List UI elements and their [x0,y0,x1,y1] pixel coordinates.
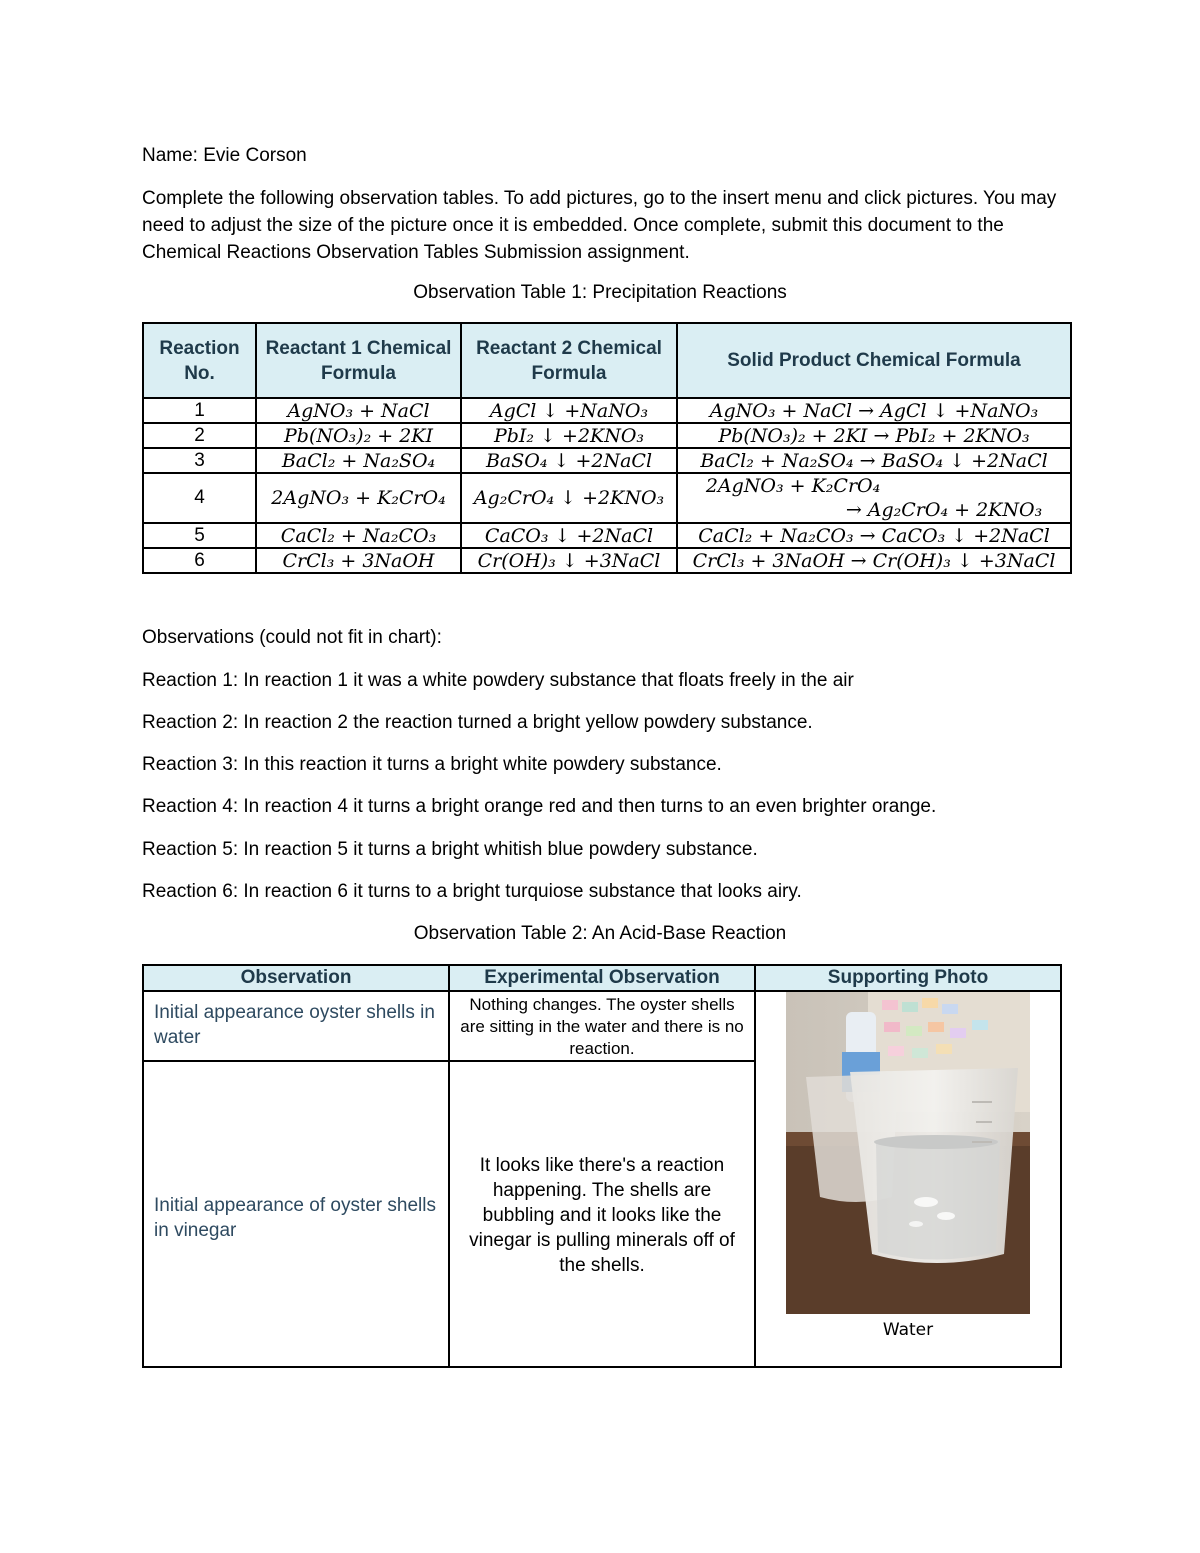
table-row [143,473,1071,523]
reactant-1-formula: BaCl₂ + Na₂SO₄ [256,448,461,473]
reactant-2-formula: BaSO₄ ↓ +2NaCl [461,448,677,473]
product-formula [677,473,1071,523]
reactant-2-formula: Cr(OH)₃ ↓ +3NaCl [461,548,677,573]
table-row [143,423,1071,448]
reaction-number: 3 [143,448,256,473]
observation-item: Reaction 4: In reaction 4 it turns a bright orange red and then turns to an even brighter orange. [142,796,937,817]
observation-item: Reaction 1: In reaction 1 it was a white powdery substance that floats freely in the air [142,670,854,691]
table2-caption: Observation Table 2: An Acid-Base Reaction [413,923,787,944]
experimental-observation: It looks like there's a reaction happening. The shells are bubbling and it looks like the vinegar is pulling minerals off of the shells. [449,1061,755,1367]
table-row [143,548,1071,573]
header-reactant-2: Reactant 2 Chemical Formula [461,323,677,398]
reaction-number: 6 [143,548,256,573]
reaction-number: 5 [143,523,256,548]
reactant-2-formula: CaCO₃ ↓ +2NaCl [461,523,677,548]
acid-base-table [142,964,1062,1368]
table-row [143,448,1071,473]
table-row [143,523,1071,548]
reaction-number: 4 [143,473,256,523]
table-row [143,398,1071,423]
reactant-1-formula: Pb(NO₃)₂ + 2KI [256,423,461,448]
table-header-row [143,323,1071,398]
instructions-paragraph: Complete the following observation tables. To add pictures, go to the insert menu and click pictures. You may need to adjust the size of the picture once it is embedded. Once complete, submit this document to the Chemical Reactions Observation Tables Submission assignment. [142,188,1057,263]
table1-caption: Observation Table 1: Precipitation Reactions [413,282,787,303]
header-reaction-no: Reaction No. [143,323,256,398]
reaction-number: 2 [143,423,256,448]
product-line-2: → Ag₂CrO₄ + 2KNO₃ [845,499,1043,521]
product-line-1: 2AgNO₃ + K₂CrO₄ [705,475,881,497]
reactant-2-formula: Ag₂CrO₄ ↓ +2KNO₃ [461,473,677,523]
observation-label: Initial appearance of oyster shells in vinegar [143,1061,449,1367]
header-reactant-1: Reactant 1 Chemical Formula [256,323,461,398]
oyster-shells-water-photo [786,992,1030,1314]
reactant-1-formula: CaCl₂ + Na₂CO₃ [256,523,461,548]
name-line: Name: Evie Corson [142,145,307,166]
product-formula: CaCl₂ + Na₂CO₃ → CaCO₃ ↓ +2NaCl [677,523,1071,548]
product-formula: AgNO₃ + NaCl → AgCl ↓ +NaNO₃ [677,398,1071,423]
photo-caption: Water [882,1320,934,1340]
observation-item: Reaction 5: In reaction 5 it turns a bright whitish blue powdery substance. [142,839,758,860]
reactant-1-formula: 2AgNO₃ + K₂CrO₄ [256,473,461,523]
header-supporting-photo: Supporting Photo [755,965,1061,991]
product-formula: Pb(NO₃)₂ + 2KI → PbI₂ + 2KNO₃ [677,423,1071,448]
observation-item: Reaction 3: In this reaction it turns a bright white powdery substance. [142,754,722,775]
table-header-row [143,965,1061,991]
product-formula: BaCl₂ + Na₂SO₄ → BaSO₄ ↓ +2NaCl [677,448,1071,473]
observations-heading: Observations (could not fit in chart): [142,627,442,648]
precipitation-table [142,322,1072,574]
reactant-2-formula: PbI₂ ↓ +2KNO₃ [461,423,677,448]
header-experimental-observation: Experimental Observation [449,965,755,991]
table-row [143,991,1061,1061]
product-formula: CrCl₃ + 3NaOH → Cr(OH)₃ ↓ +3NaCl [677,548,1071,573]
reactant-2-formula: AgCl ↓ +NaNO₃ [461,398,677,423]
observation-item: Reaction 6: In reaction 6 it turns to a bright turquiose substance that looks airy. [142,881,802,902]
experimental-observation: Nothing changes. The oyster shells are sitting in the water and there is no reaction. [449,991,755,1061]
header-solid-product: Solid Product Chemical Formula [677,323,1071,398]
observation-item: Reaction 2: In reaction 2 the reaction turned a bright yellow powdery substance. [142,712,813,733]
reactant-1-formula: AgNO₃ + NaCl [256,398,461,423]
observation-label: Initial appearance oyster shells in water [143,991,449,1061]
supporting-photo-cell [755,991,1061,1367]
reactant-1-formula: CrCl₃ + 3NaOH [256,548,461,573]
header-observation: Observation [143,965,449,991]
reaction-number: 1 [143,398,256,423]
